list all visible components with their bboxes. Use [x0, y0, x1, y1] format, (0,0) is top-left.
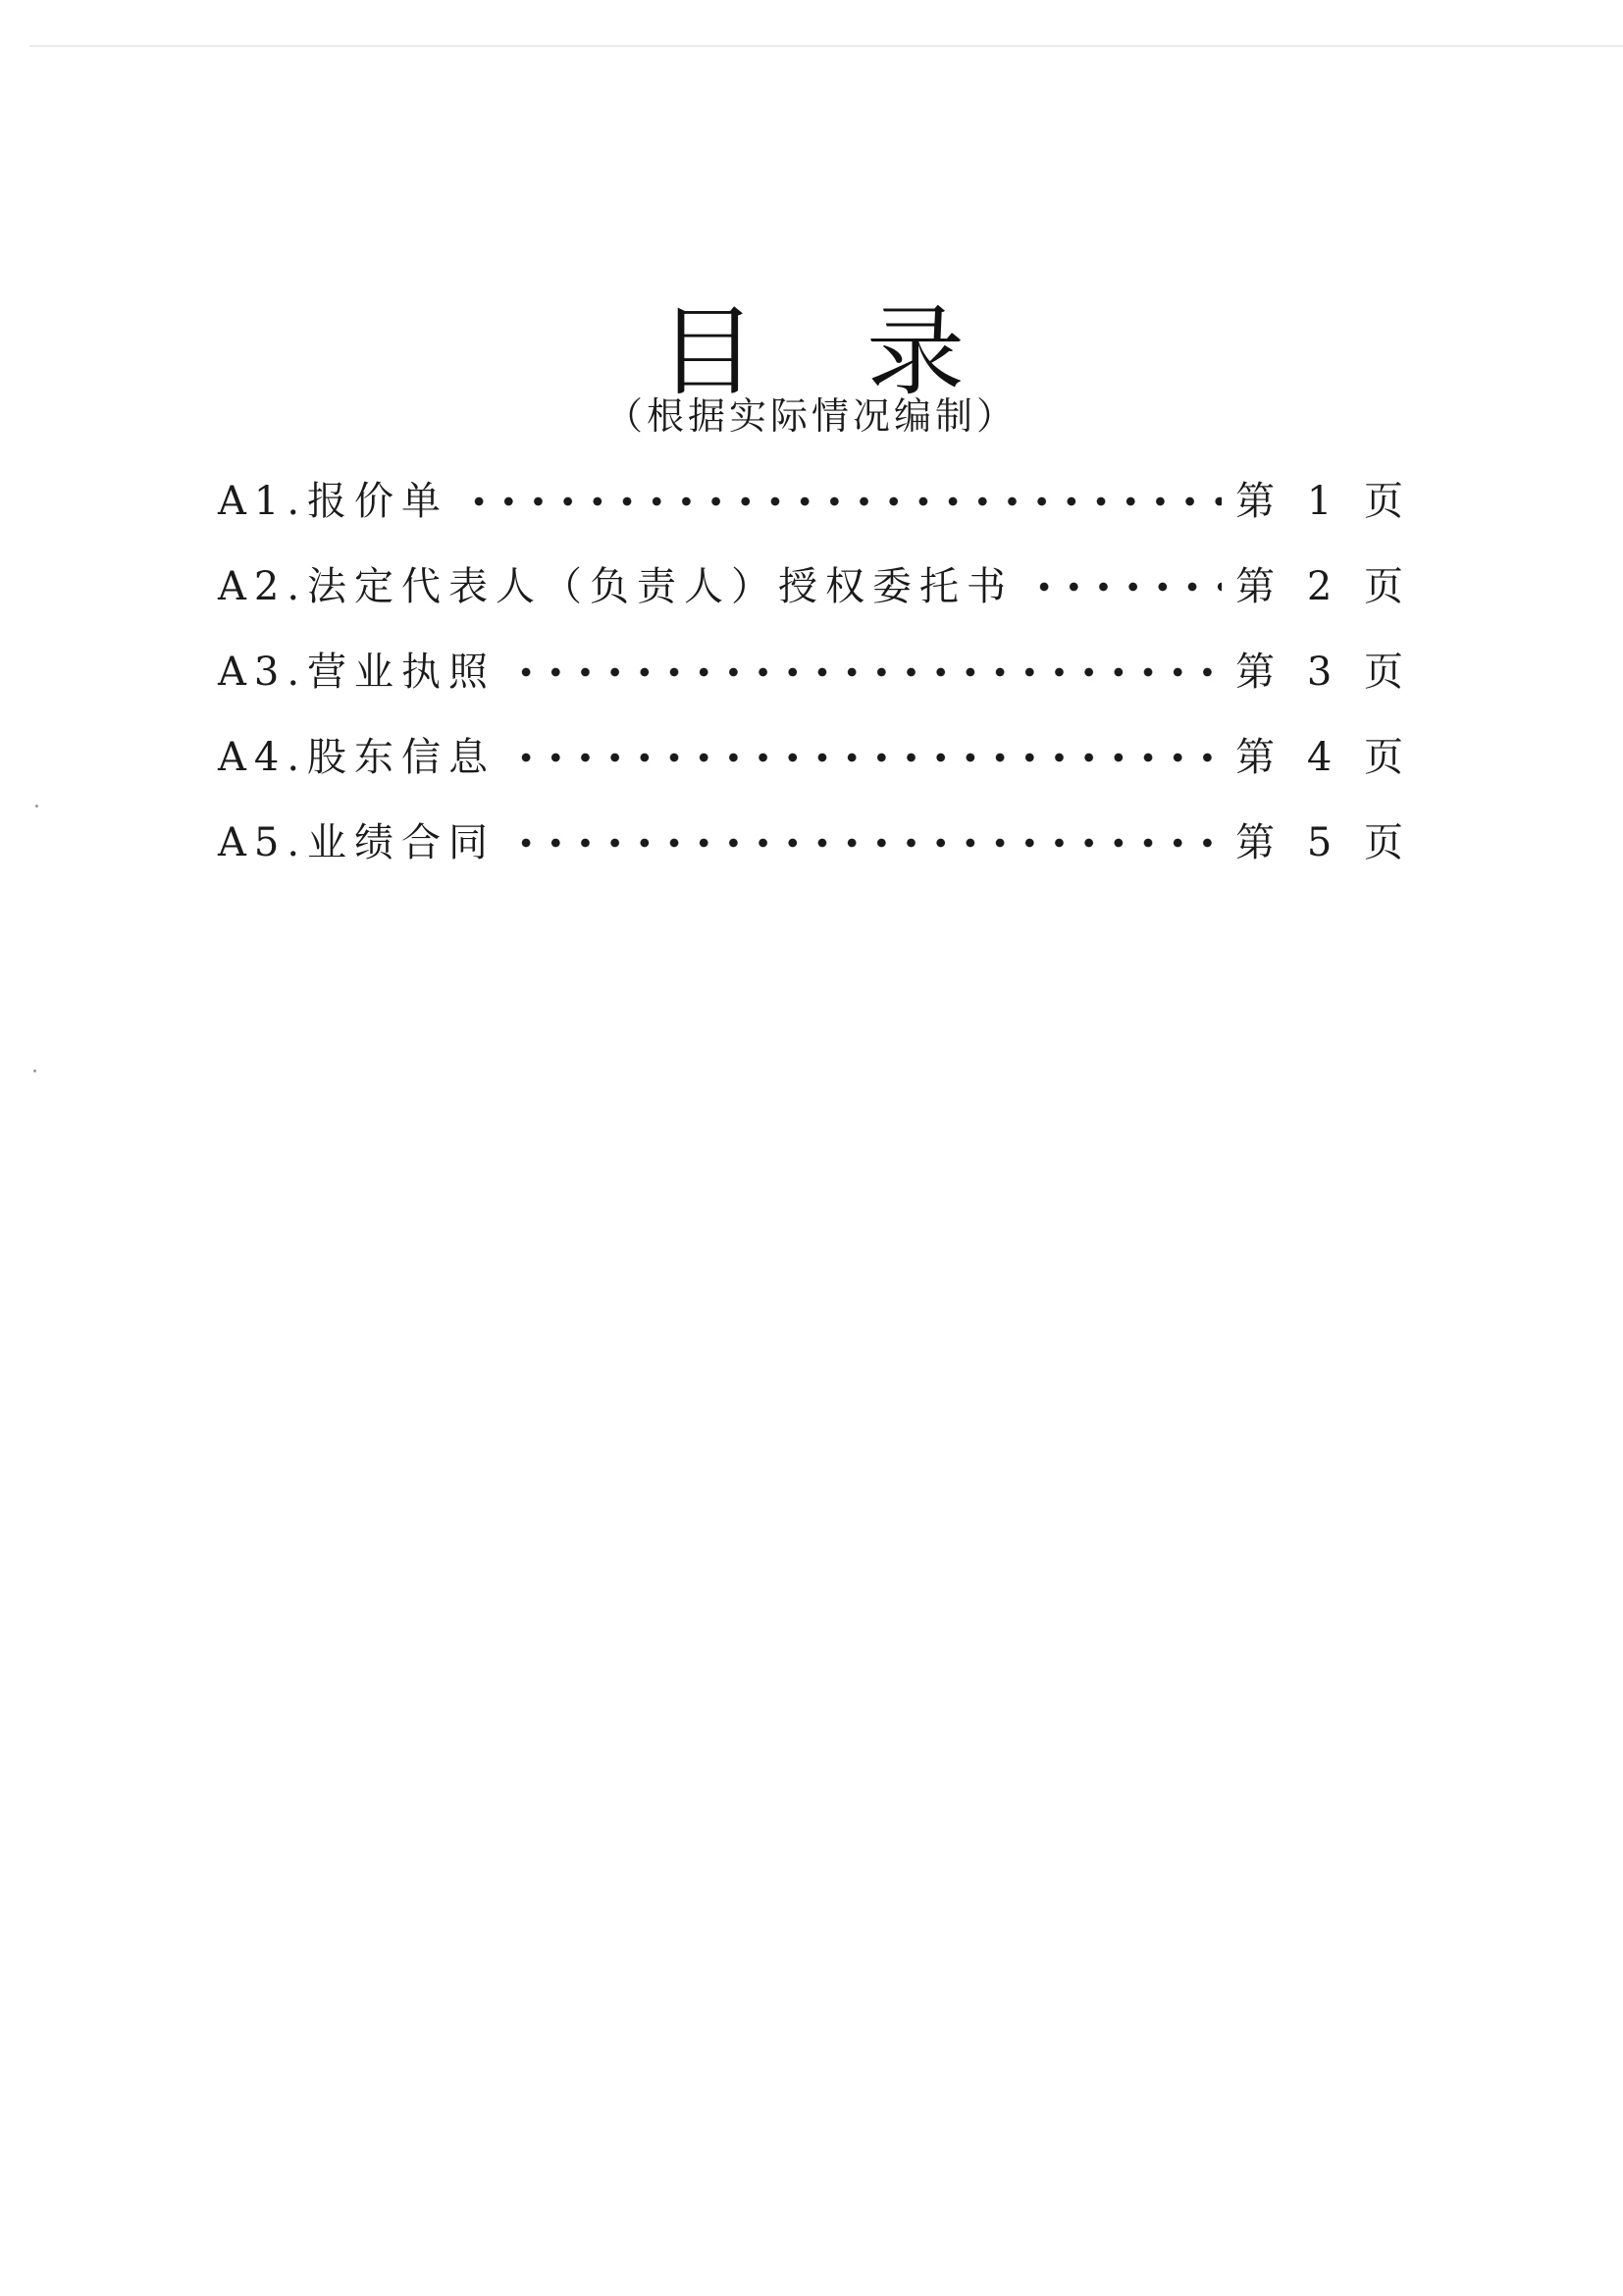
document-subtitle: （根据实际情况编制） [604, 394, 1018, 438]
toc-entry-a2 [218, 558, 1413, 615]
toc-entry-label: A1.报价单 [218, 479, 449, 524]
toc-entry-a3 [218, 644, 1413, 701]
scan-border-line [29, 45, 1623, 47]
scan-speck [35, 805, 38, 808]
scan-speck [33, 1070, 36, 1072]
toc-entry-page: 第 5 页 [1235, 820, 1413, 865]
dot-leader [464, 473, 1222, 530]
toc-entry-page: 第 3 页 [1235, 650, 1413, 695]
dot-leader [1029, 558, 1222, 615]
dot-leader [511, 644, 1222, 701]
toc-entry-page: 第 2 页 [1235, 564, 1413, 609]
toc-entry-a5 [218, 814, 1413, 871]
table-of-contents [218, 473, 1413, 900]
document-title: 目录 [658, 294, 1074, 409]
toc-entry-a4 [218, 729, 1413, 786]
toc-entry-label: A2.法定代表人（负责人）授权委托书 [218, 564, 1015, 609]
toc-entry-page: 第 4 页 [1235, 735, 1413, 780]
toc-entry-label: A5.业绩合同 [218, 820, 497, 865]
toc-entry-page: 第 1 页 [1235, 479, 1413, 524]
dot-leader [511, 729, 1222, 786]
toc-entry-label: A4.股东信息 [218, 735, 497, 780]
toc-entry-label: A3.营业执照 [218, 650, 497, 695]
toc-entry-a1 [218, 473, 1413, 530]
dot-leader [511, 814, 1222, 871]
